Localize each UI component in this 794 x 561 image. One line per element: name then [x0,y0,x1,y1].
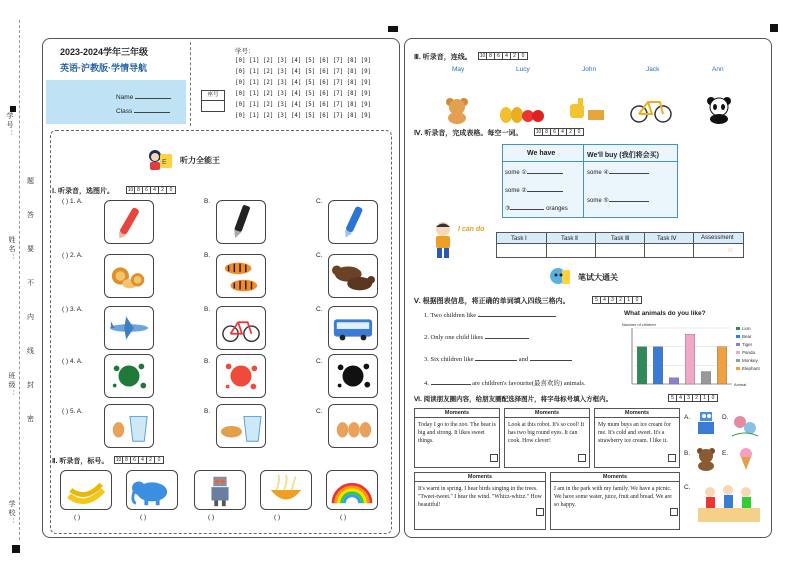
digit-grid [235,56,371,122]
bar-bear [653,347,663,384]
table-head-divider [503,161,677,162]
sentence-2: 2. Only one child likes [424,334,529,341]
question-number: ( ) 3. A. [62,306,83,313]
task-2-label: Task Ⅱ [561,236,578,242]
student-no-label: 学号： [235,48,255,55]
person-name-may: May [452,66,465,73]
we-will-buy-header: We'll buy (我们将会买) [587,152,659,159]
rainbow-picture[interactable] [326,470,378,510]
picnic-option-picture [694,478,764,526]
seal-word: 线 [27,348,34,355]
buy-row-1: some ④ [587,169,649,176]
moment-text: My mum buys an ice cream for me. It's cold and sweet. It's a strawberry ice cream. I like it. [598,422,671,444]
black-splash-picture[interactable] [328,354,378,398]
animal-bar-chart [620,318,768,390]
section4-title: Ⅳ. 听录音，完成表格。每空一词。 [414,130,523,137]
panda-icon[interactable] [704,96,734,124]
moment-header: Moments [415,473,545,482]
option-c-label: C. [684,484,691,491]
elephant-picture[interactable] [126,470,178,510]
option-c-label: C. [316,358,323,365]
option-c-label: C. [316,198,323,205]
person-name-lucy: Lucy [516,66,530,73]
legend-label: Tiger [742,342,753,347]
legend-swatch [736,367,740,370]
seal-word: 题 [27,178,34,185]
question-number: ( ) 1. A. [62,198,83,205]
sentence-3: 3. Six children like and [424,356,572,363]
person-name-ann: Ann [712,66,724,73]
lions-picture[interactable] [104,254,154,298]
question-number: ( ) 4. A. [62,358,83,365]
header-title-line1: 2023-2024学年三年级 [60,47,149,57]
teddy-bear-icon[interactable] [442,96,472,124]
option-c-label: C. [316,408,323,415]
answer-bracket[interactable]: ( ) [340,514,347,521]
legend-label: Lion [742,326,751,331]
svg-text:E: E [162,159,167,166]
bar-lion [637,347,647,384]
chart-title: What animals do you like? [624,310,706,317]
moment-card-1 [414,408,500,468]
birds-option-picture [730,410,760,440]
question-number: ( ) 2. A. [62,252,83,259]
answer-checkbox[interactable] [536,508,544,516]
i-can-do-label: I can do [458,226,485,233]
legend-label: Monkey [742,358,758,363]
score-box: 5 4 3 2 1 0 [592,296,642,304]
moment-card-5 [550,472,680,530]
noodles-picture[interactable] [260,470,312,510]
listening-banner-text: 听力全能王 [180,156,220,165]
person-name-jack: Jack [646,66,660,73]
seal-word: 答 [27,212,34,219]
option-b-label: B. [204,358,211,365]
answer-checkbox[interactable] [490,454,498,462]
name-label: 姓名： [8,236,15,263]
option-a-label: A. [684,414,691,421]
legend-label: Bear [742,334,752,339]
blue-marker-picture[interactable] [328,200,378,244]
digit-row[interactable]: [0] [1] [2] [3] [4] [5] [6] [7] [8] [9] [235,58,372,64]
answer-bracket[interactable]: ( ) [274,514,281,521]
bar-tiger [669,378,679,384]
class-label: 班级： [8,372,15,399]
digit-row[interactable]: [0] [1] [2] [3] [4] [5] [6] [7] [8] [9] [235,69,372,75]
option-b-label: B. [204,252,211,259]
pencil-mascot-icon [548,266,572,288]
answer-bracket[interactable]: ( ) [140,514,147,521]
name-label: Name [116,94,171,101]
tigers-picture[interactable] [216,254,266,298]
col-divider [644,233,645,257]
option-d-label: D. [722,414,729,421]
chart-xlabel: Animal [734,382,747,387]
task-4-label: Task Ⅳ [657,236,677,242]
top-corner-mark [388,26,398,32]
digit-row[interactable]: [0] [1] [2] [3] [4] [5] [6] [7] [8] [9] [235,113,372,119]
moment-text: I am in the park with my family. We have a picnic. We have some water, juice, fruit and bread. We are so happy. [554,486,672,508]
task-3-label: Task Ⅲ [611,236,630,242]
assessment-label: Assessment [701,235,734,241]
writing-banner [548,266,668,288]
corner-mark [12,545,20,553]
header-title-box [46,42,188,126]
bar-elephant [717,347,727,384]
option-b-label: B. [204,306,211,313]
moment-header: Moments [551,473,679,482]
seal-word: 封 [27,382,34,389]
legend-swatch [736,335,740,338]
bar-panda [685,334,695,384]
moment-text: Look at this robot. It's so cool! It has two big round eyes. It can cook. How clever! [508,422,585,444]
moment-text: It's warm in spring. I hear birds singing in the trees. "Tweet-tweet." I hear the wind. "Whizz-whizz." How beautiful! [418,486,542,508]
legend-label: Elephant [742,366,760,371]
moment-card-4 [414,472,546,530]
score-box: 5 4 3 2 1 0 [668,394,718,402]
star-icon[interactable]: ☆ [727,247,734,254]
option-c-label: C. [316,252,323,259]
digit-row[interactable]: [0] [1] [2] [3] [4] [5] [6] [7] [8] [9] [235,102,372,108]
plane-picture[interactable] [104,306,154,350]
option-c-label: C. [316,306,323,313]
have-row-3: ③ oranges [505,206,568,212]
digit-row[interactable]: [0] [1] [2] [3] [4] [5] [6] [7] [8] [9] [235,80,372,86]
table-divider [583,145,584,217]
have-row-1: some ① [505,169,563,176]
header-title-line2: 英语·沪教版·学情导航 [60,63,147,73]
binding-line [19,20,20,540]
listening-banner [146,148,256,172]
answer-checkbox[interactable] [668,454,676,462]
legend-swatch [736,351,740,354]
chart-ylabel: Number of children [622,322,656,327]
score-box: 10 8 6 4 2 0 [126,186,176,194]
seal-word: 内 [27,314,34,321]
task-table [496,232,744,258]
score-box: 10 8 6 4 2 0 [114,456,164,464]
robot-option-picture [694,410,718,440]
writing-banner-text: 笔试大通关 [578,273,618,282]
question-number: ( ) 5. A. [62,408,83,415]
col-divider [546,233,547,257]
bread-water-picture[interactable] [216,404,266,448]
eggs-picture[interactable] [328,404,378,448]
person-name-john: John [582,66,597,73]
seat-box [201,90,225,112]
legend-swatch [736,359,740,362]
seal-words [27,165,37,437]
school-label: 学校： [8,500,15,527]
legend-swatch [736,343,740,346]
student-id-label: 学号： [6,112,13,139]
task-1-label: Task Ⅰ [511,236,527,242]
answer-checkbox[interactable] [670,508,678,516]
moment-header: Moments [505,409,589,418]
red-marker-picture[interactable] [104,200,154,244]
section3-title: Ⅲ. 听录音，连线。 [414,54,472,61]
answer-bracket[interactable]: ( ) [208,514,215,521]
ice-cream-option-picture [732,446,760,472]
option-e-label: E. [722,450,729,457]
section1-title: Ⅰ. 听录音，选图片。 [52,188,114,195]
buy-row-2: some ⑤ [587,197,649,204]
seat-label: 座号 [202,91,224,101]
answer-bracket[interactable]: ( ) [74,514,81,521]
robot-picture[interactable] [194,470,246,510]
egg-water-picture[interactable] [104,404,154,448]
boy-mascot-icon [430,220,456,260]
option-b-label: B. [204,198,211,205]
bicycle-icon[interactable] [628,96,674,124]
pears-apples-icon[interactable] [498,100,544,124]
green-splash-picture[interactable] [104,354,154,398]
bus-picture[interactable] [328,306,378,350]
legend-label: Panda [742,350,756,355]
sentence-1: 1. Two children like [424,312,556,319]
bears-picture[interactable] [328,254,378,298]
seal-word: 密 [27,416,34,423]
moment-text: Today I go to the zoo. The bear is big and strong. It likes sweet things. [418,422,496,444]
answer-checkbox[interactable] [578,454,586,462]
option-b-label: B. [684,450,691,457]
bar-monkey [701,372,711,384]
we-have-header: We have [527,150,556,157]
black-marker-picture[interactable] [216,200,266,244]
col-divider [595,233,596,257]
right-corner-mark [770,24,778,32]
section2-title: Ⅱ. 听录音，标号。 [52,458,109,465]
section6-title: Ⅵ. 阅读朋友圈内容，给朋友圈配选择图片，将字母标号填入方框内。 [414,396,613,403]
legend-swatch [736,327,740,330]
toy-giraffe-icon[interactable] [566,96,606,124]
have-row-2: some ② [505,187,563,194]
binding-strip [0,0,40,561]
shopping-table [502,144,678,218]
mascot-icon [146,148,174,172]
class-label: Class [116,108,170,115]
digit-row[interactable]: [0] [1] [2] [3] [4] [5] [6] [7] [8] [9] [235,91,372,97]
score-box: 10 8 6 4 2 0 [478,52,528,60]
red-splash-picture[interactable] [216,354,266,398]
col-divider [693,233,694,257]
seal-word: 不 [27,280,34,287]
score-box: 10 8 6 4 2 0 [534,128,584,136]
moment-header: Moments [415,409,499,418]
section5-title: Ⅴ. 根据图表信息，将正确的单词填入四线三格内。 [414,298,570,305]
bear-option-picture [694,446,718,472]
sentence-4: 4. are children's favourite(最喜欢的) animals. [424,380,586,387]
moment-header: Moments [595,409,679,418]
name-class-band [46,80,186,124]
option-b-label: B. [204,408,211,415]
bike-picture[interactable] [216,306,266,350]
seal-word: 要 [27,246,34,253]
bananas-picture[interactable] [60,470,112,510]
student-no-box [190,42,396,126]
